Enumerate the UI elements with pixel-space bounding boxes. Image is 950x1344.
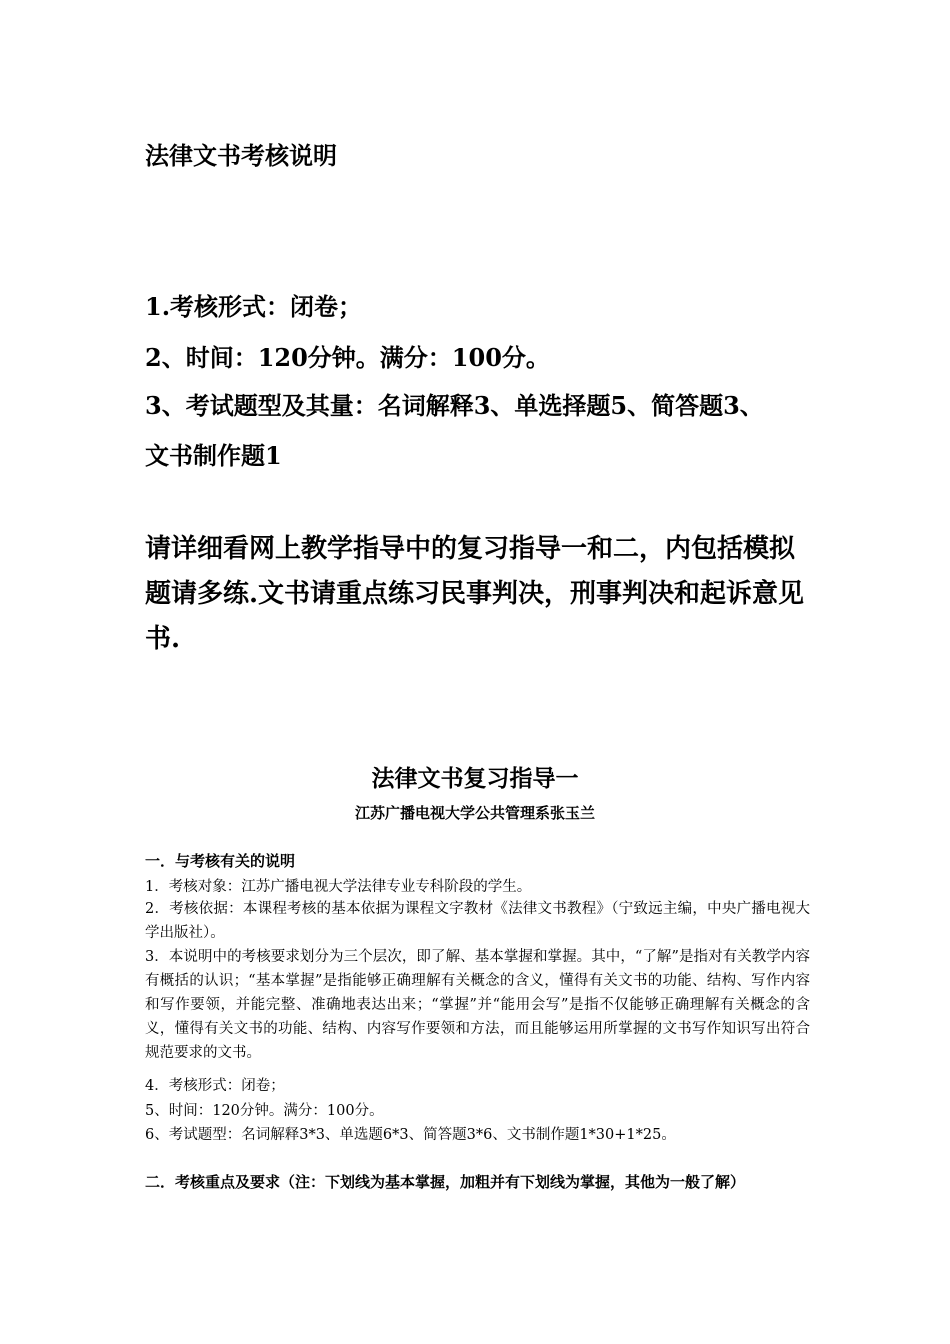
section-heading-2: 二．考核重点及要求（注：下划线为基本掌握，加粗并有下划线为掌握，其他为一般了解） bbox=[145, 1173, 746, 1191]
section-heading-1: 一．与考核有关的说明 bbox=[145, 852, 296, 870]
list-item-exam-format: 4．考核形式：闭卷； bbox=[145, 1078, 285, 1094]
list-item-exam-target: 1．考核对象：江苏广播电视大学法律专业专科阶段的学生。 bbox=[145, 879, 532, 895]
guide-author: 江苏广播电视大学公共管理系张玉兰 bbox=[354, 804, 595, 822]
exam-format-line: 1.考核形式：闭卷； bbox=[145, 292, 363, 321]
list-item-question-types: 6、考试题型：名词解释3*3、单选题6*3、简答题3*6、文书制作题1*30+1*25。 bbox=[145, 1127, 676, 1143]
exam-time-line: 2、时间：120分钟。满分：100分。 bbox=[145, 343, 550, 372]
page-title: 法律文书考核说明 bbox=[145, 141, 337, 170]
list-item-exam-basis: 2．考核依据：本课程考核的基本依据为课程文字教材《法律文书教程》（宁致远主编，中央广播电视大学出版社）。 bbox=[145, 901, 810, 941]
list-item-requirement-levels: 3．本说明中的考核要求划分为三个层次，即了解、基本掌握和掌握。其中，“了解”是指对有关教学内容有概括的认识；“基本掌握”是指能够正确理解有关概念的含义，懂得有关文书的功能、结构、写作内容和写作要领，并能完整、准确地表达出来；“掌握”并“能用会写”是指不仅能够正确理解有关概念的含义，懂得有关文书的功能、结构、内容写作要领和方法，而且能够运用所掌握的文书写作知识写出符合规范要求的文书。 bbox=[145, 949, 810, 1061]
exam-question-types-line: 3、考试题型及其量：名词解释3、单选择题5、简答题3、 bbox=[145, 391, 764, 420]
list-item-exam-time: 5、时间：120分钟。满分：100分。 bbox=[145, 1103, 384, 1119]
study-notice: 请详细看网上教学指导中的复习指导一和二，内包括模拟题请多练.文书请重点练习民事判决，刑事判决和起诉意见书. bbox=[145, 534, 805, 654]
guide-title: 法律文书复习指导一 bbox=[371, 765, 579, 792]
exam-question-types-line-cont: 文书制作题1 bbox=[145, 441, 282, 470]
